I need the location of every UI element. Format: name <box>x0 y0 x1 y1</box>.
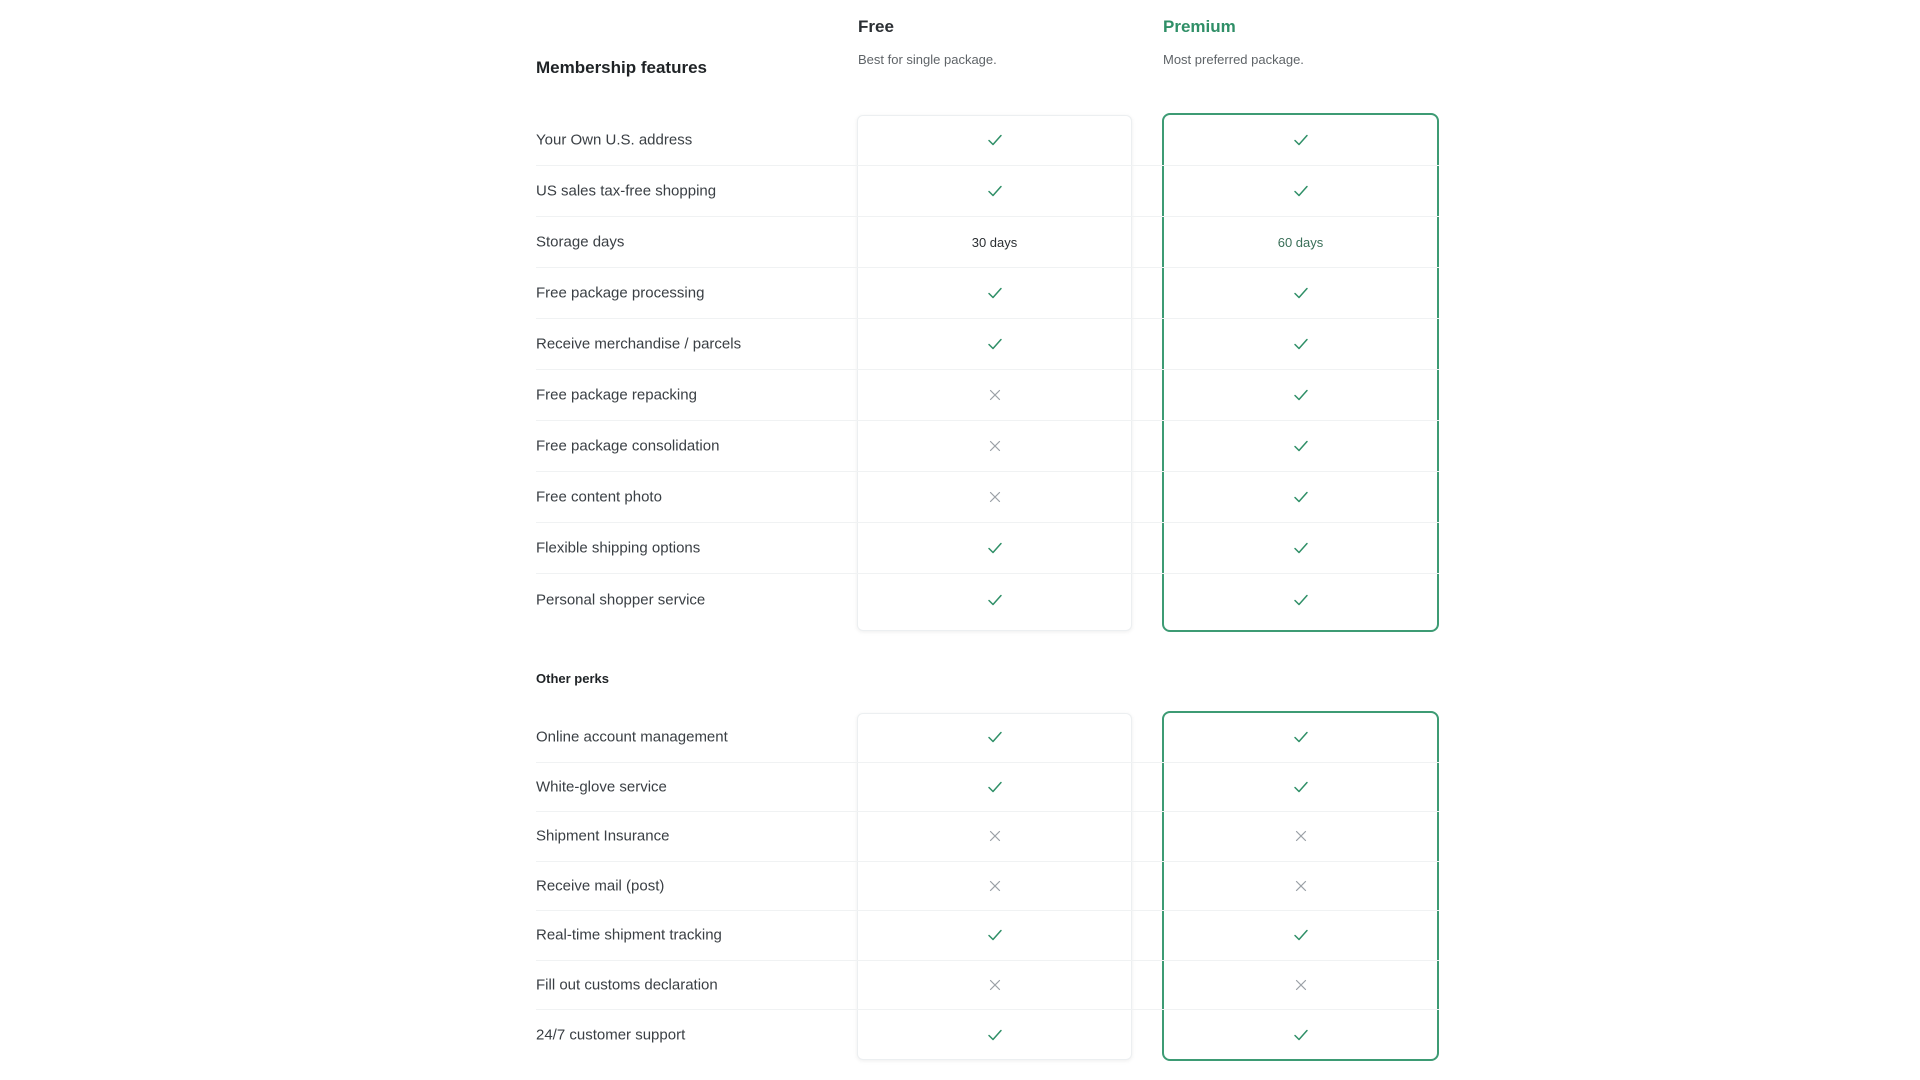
free-plan-cell <box>857 862 1132 911</box>
check-icon <box>987 593 1003 607</box>
feature-row <box>536 961 1439 1011</box>
feature-label: Free package processing <box>536 284 705 302</box>
feature-label: Your Own U.S. address <box>536 131 693 149</box>
feature-label: Free package repacking <box>536 386 697 404</box>
premium-plan-cell <box>1162 268 1439 318</box>
free-plan-cell <box>857 115 1132 165</box>
storage-days-value: 60 days <box>1277 234 1324 250</box>
section-title-other-perks: Other perks <box>536 671 609 686</box>
feature-label: Free content photo <box>536 488 662 506</box>
check-icon <box>1293 133 1309 147</box>
check-icon <box>987 928 1003 942</box>
premium-plan-cell <box>1162 115 1439 165</box>
check-icon <box>987 184 1003 198</box>
free-plan-cell <box>857 472 1132 522</box>
check-icon <box>987 337 1003 351</box>
free-plan-cell <box>857 812 1132 861</box>
check-icon <box>987 1028 1003 1042</box>
feature-row <box>536 115 1439 166</box>
check-icon <box>1293 388 1309 402</box>
free-plan-cell <box>857 961 1132 1010</box>
feature-label: Free package consolidation <box>536 437 720 455</box>
perks-table <box>536 713 1439 1060</box>
check-icon <box>1293 490 1309 504</box>
cross-icon <box>1293 978 1309 992</box>
feature-label: 24/7 customer support <box>536 1026 686 1044</box>
cross-icon <box>987 829 1003 843</box>
feature-label: Receive merchandise / parcels <box>536 335 742 353</box>
premium-plan-cell <box>1162 713 1439 762</box>
premium-plan-cell <box>1162 523 1439 573</box>
check-icon <box>1293 1028 1309 1042</box>
feature-row <box>536 268 1439 319</box>
free-plan-cell <box>857 574 1132 625</box>
cross-icon <box>987 490 1003 504</box>
premium-plan-cell <box>1162 421 1439 471</box>
premium-plan-cell <box>1162 862 1439 911</box>
free-plan-cell <box>857 713 1132 762</box>
feature-row <box>536 911 1439 961</box>
feature-label: US sales tax-free shopping <box>536 182 717 200</box>
free-plan-cell <box>857 1010 1132 1060</box>
feature-label: Receive mail (post) <box>536 877 665 895</box>
check-icon <box>1293 541 1309 555</box>
plan-title-premium: Premium <box>1163 17 1236 36</box>
feature-row <box>536 523 1439 574</box>
premium-plan-cell <box>1162 217 1439 267</box>
cross-icon <box>987 388 1003 402</box>
premium-plan-cell <box>1162 574 1439 625</box>
feature-row <box>536 812 1439 862</box>
premium-plan-cell <box>1162 763 1439 812</box>
cross-icon <box>987 439 1003 453</box>
feature-label: Flexible shipping options <box>536 539 701 557</box>
check-icon <box>1293 184 1309 198</box>
cross-icon <box>987 879 1003 893</box>
cross-icon <box>987 978 1003 992</box>
check-icon <box>1293 286 1309 300</box>
check-icon <box>1293 439 1309 453</box>
free-plan-cell <box>857 217 1132 267</box>
feature-row <box>536 370 1439 421</box>
check-icon <box>987 286 1003 300</box>
free-plan-cell <box>857 370 1132 420</box>
check-icon <box>987 730 1003 744</box>
feature-row <box>536 421 1439 472</box>
feature-label: Storage days <box>536 233 625 251</box>
premium-plan-cell <box>1162 961 1439 1010</box>
premium-plan-cell <box>1162 472 1439 522</box>
free-plan-cell <box>857 319 1132 369</box>
free-plan-cell <box>857 421 1132 471</box>
check-icon <box>987 780 1003 794</box>
free-plan-cell <box>857 763 1132 812</box>
check-icon <box>1293 730 1309 744</box>
free-plan-cell <box>857 268 1132 318</box>
feature-label: Fill out customs declaration <box>536 976 718 994</box>
premium-plan-cell <box>1162 319 1439 369</box>
feature-label: Online account management <box>536 728 728 746</box>
check-icon <box>1293 593 1309 607</box>
check-icon <box>987 541 1003 555</box>
check-icon <box>1293 928 1309 942</box>
cross-icon <box>1293 829 1309 843</box>
feature-row <box>536 319 1439 370</box>
feature-label: Real-time shipment tracking <box>536 926 722 944</box>
feature-row <box>536 1010 1439 1060</box>
premium-plan-cell <box>1162 812 1439 861</box>
premium-plan-cell <box>1162 911 1439 960</box>
feature-row <box>536 166 1439 217</box>
feature-row <box>536 574 1439 625</box>
plan-title-free: Free <box>858 17 894 36</box>
free-plan-cell <box>857 911 1132 960</box>
feature-table <box>536 115 1439 625</box>
feature-label: White-glove service <box>536 778 667 796</box>
premium-plan-cell <box>1162 1010 1439 1060</box>
feature-row <box>536 713 1439 763</box>
feature-label: Shipment Insurance <box>536 827 670 845</box>
feature-label: Personal shopper service <box>536 591 706 608</box>
storage-days-value: 30 days <box>971 234 1018 250</box>
free-plan-cell <box>857 166 1132 216</box>
section-title-membership-features: Membership features <box>536 58 707 77</box>
check-icon <box>1293 780 1309 794</box>
premium-plan-cell <box>1162 166 1439 216</box>
feature-row <box>536 862 1439 912</box>
feature-row <box>536 763 1439 813</box>
plan-description-free: Best for single package. <box>858 52 997 67</box>
free-plan-cell <box>857 523 1132 573</box>
check-icon <box>987 133 1003 147</box>
check-icon <box>1293 337 1309 351</box>
plan-description-premium: Most preferred package. <box>1163 52 1304 67</box>
premium-plan-cell <box>1162 370 1439 420</box>
cross-icon <box>1293 879 1309 893</box>
feature-row <box>536 472 1439 523</box>
feature-row <box>536 217 1439 268</box>
